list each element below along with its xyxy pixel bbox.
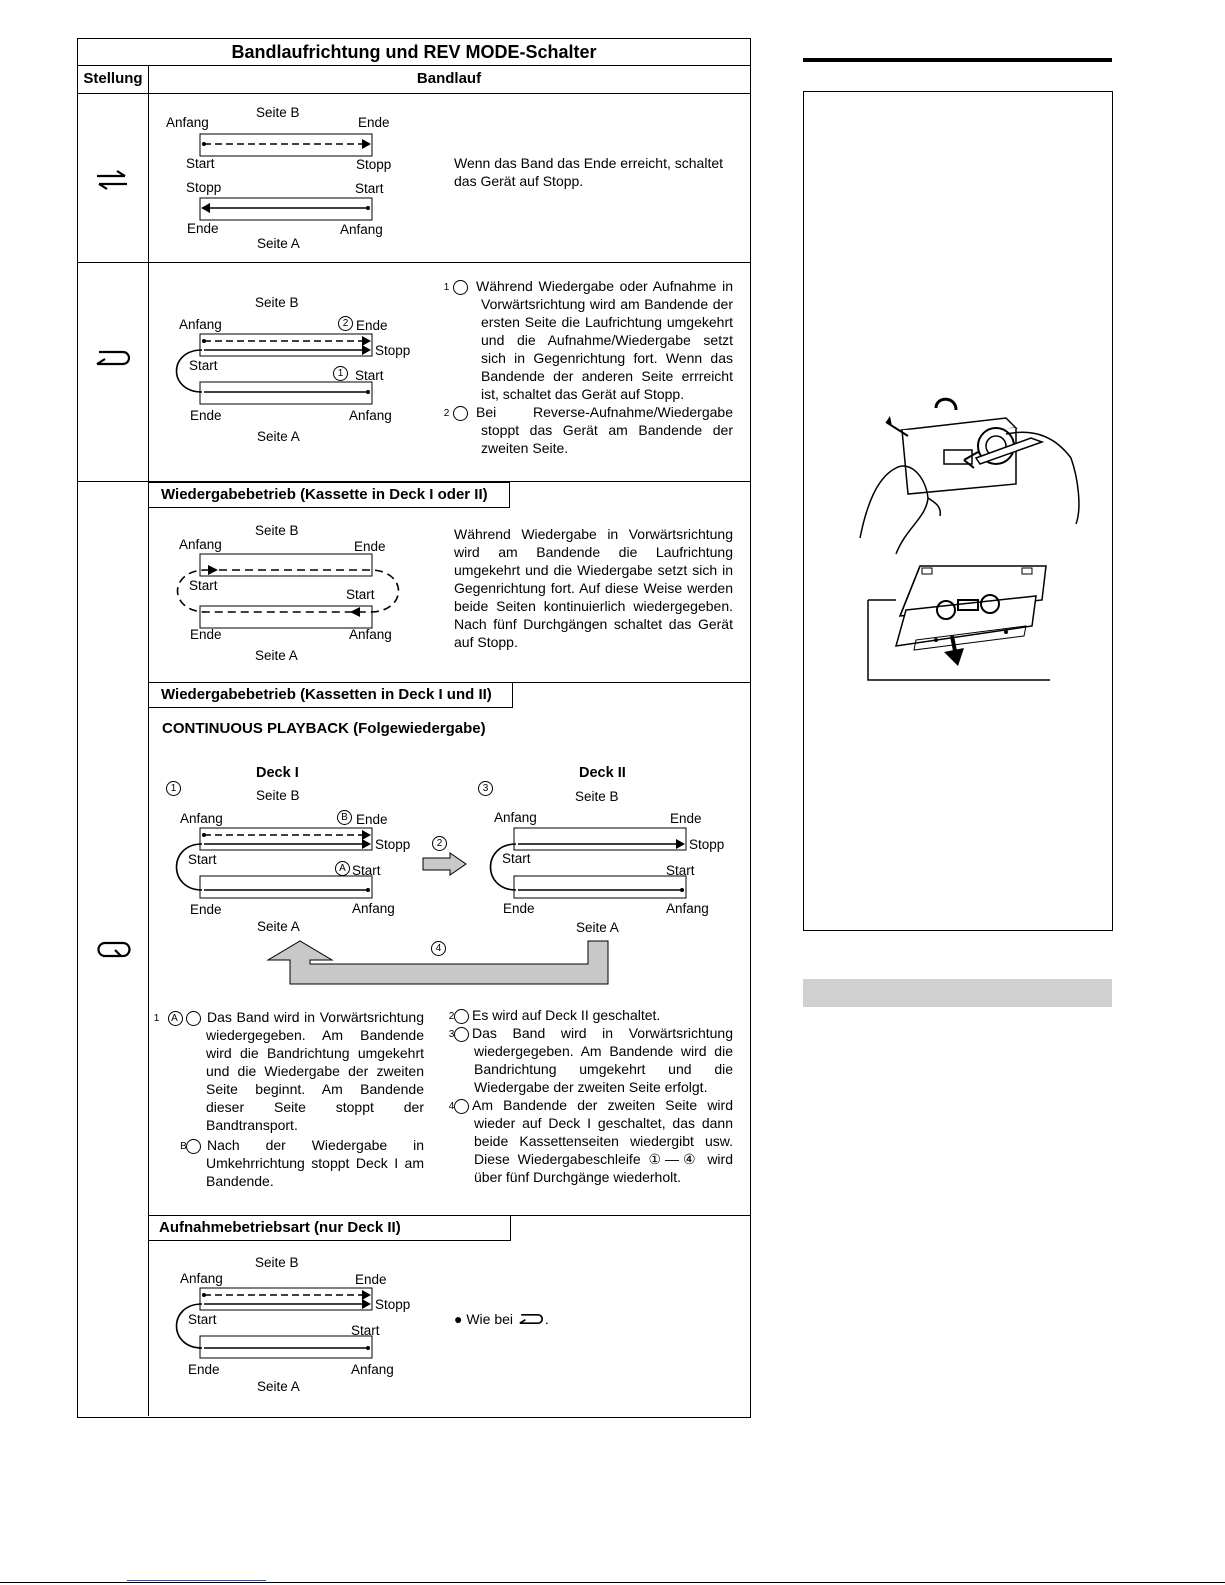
label-ende: Ende — [187, 221, 219, 236]
label-ende: Ende — [670, 811, 702, 826]
section-title-deck-i-or-ii: Wiedergabebetrieb (Kassette in Deck I oder II) — [149, 482, 510, 508]
row3-loop-diagram — [168, 552, 408, 632]
label-ende: Ende — [190, 902, 222, 917]
label-start: Start — [346, 587, 375, 602]
label-start: Start — [188, 1312, 217, 1327]
deck-i-label: Deck I — [256, 765, 299, 781]
label-start: Start — [188, 852, 217, 867]
label-ende: Ende — [355, 1272, 387, 1287]
footer-link-underline — [127, 1580, 266, 1581]
row2-description — [443, 277, 733, 457]
circled-4: 4 — [431, 941, 449, 956]
row3-sec1-description: Während Wiedergabe in Vorwärtsrichtung wird am Bandende die Laufrichtung umgekehrt und die Wiedergabe setzt sich in Gegenrichtung fort. Auf diese Weise werden beide Seiten kontinuierlich wiedergegeben. Nach fünf Durchgängen schaltet das Gerät auf Stopp. — [454, 526, 733, 650]
deck2-tape-diagram — [484, 826, 694, 906]
table-title-divider — [77, 65, 750, 66]
label-ende: Ende — [356, 318, 388, 333]
gray-heading-bar — [803, 979, 1112, 1007]
label-ende: Ende — [190, 408, 222, 423]
recording-note-period: . — [544, 1311, 549, 1327]
label-anfang: Anfang — [666, 901, 709, 916]
circled-2: 2 — [432, 836, 450, 851]
note-1A: 1 A Das Band wird in Vorwärtsrichtung wiedergegeben. Am Bandende wird die Bandrichtung umgekehrt und die Wiedergabe der zweiten Seite beginnt. Am Bandende dieser Seite stoppt der Bandtransport. — [153, 1009, 424, 1133]
label-seite-b: Seite B — [256, 788, 300, 803]
note-4: 4 Am Bandende der zweiten Seite wird wieder auf Deck I geschaltet, das dann beide Kassettenseiten wiedergibt usw. Diese Wiedergabeschleife ①—④ wird über fünf Durchgänge wiederholt. — [448, 1097, 733, 1185]
label-stopp: Stopp — [375, 1297, 411, 1312]
note-2: 2 Es wird auf Deck II geschaltet. — [448, 1007, 661, 1023]
note-B: B Nach der Wiedergabe in Umkehrrichtung stoppt Deck I am Bandende. — [180, 1137, 424, 1189]
label-seite-a: Seite A — [576, 920, 619, 935]
note-3: 3 Das Band wird in Vorwärtsrichtung wiedergegeben. Am Bandende wird die Bandrichtung umgekehrt und die Wiedergabe der zweiten Seite erfolgt. — [448, 1025, 733, 1095]
deck1-tape-diagram — [170, 826, 380, 906]
switch-arrow-icon — [422, 852, 468, 876]
label-ende: Ende — [503, 901, 535, 916]
label-stopp: Stopp — [356, 157, 392, 172]
label-seite-a: Seite A — [257, 429, 300, 444]
continuous-playback-title: CONTINUOUS PLAYBACK (Folgewiedergabe) — [162, 720, 486, 737]
label-seite-a: Seite A — [257, 236, 300, 251]
label-stopp: Stopp — [375, 837, 411, 852]
mode-reverse-icon — [95, 348, 131, 368]
label-seite-b: Seite B — [256, 105, 300, 120]
row1-description: Wenn das Band das Ende erreicht, schaltet das Gerät auf Stopp. — [454, 155, 724, 189]
label-seite-a: Seite A — [255, 648, 298, 663]
tape-slack-illustration — [856, 398, 1088, 554]
label-seite-a: Seite A — [257, 919, 300, 934]
label-anfang: Anfang — [179, 317, 222, 332]
row2-tape-diagram — [170, 332, 380, 412]
mode-continuous-icon — [95, 940, 133, 960]
label-start: Start — [351, 1323, 380, 1338]
header-divider — [77, 93, 750, 94]
label-ende: Ende — [354, 539, 386, 554]
notes-left — [153, 1008, 424, 1190]
recording-note-text: ● Wie bei — [454, 1311, 514, 1327]
notes-right — [448, 1006, 733, 1186]
footer-rule — [0, 1582, 1225, 1583]
label-start: Start — [186, 156, 215, 171]
row2-item1: 1 Während Wiedergabe oder Aufnahme in Vorwärtsrichtung wird am Bandende der ersten Seite die Laufrichtung umgekehrt und die Aufnahme/Wiedergabe setzt sich in Gegenrichtung fort. Wenn das Bandende der anderen Seite errreicht ist, schaltet das Gerät auf Stopp. — [443, 278, 733, 402]
circled-1: 1 — [333, 366, 351, 381]
circled-2: 2 — [338, 316, 356, 331]
col-header-bandlauf: Bandlauf — [416, 70, 482, 87]
cassette-insert-illustration — [866, 566, 1062, 684]
label-start: Start — [355, 368, 384, 383]
label-stopp: Stopp — [689, 837, 725, 852]
label-anfang: Anfang — [494, 810, 537, 825]
label-stopp: Stopp — [186, 180, 222, 195]
label-anfang: Anfang — [349, 627, 392, 642]
label-anfang: Anfang — [166, 115, 209, 130]
label-ende: Ende — [356, 812, 388, 827]
table-title: Bandlaufrichtung und REV MODE-Schalter — [231, 42, 597, 62]
label-start: Start — [355, 181, 384, 196]
label-anfang: Anfang — [352, 901, 395, 916]
label-anfang: Anfang — [351, 1362, 394, 1377]
label-seite-b: Seite B — [255, 1255, 299, 1270]
mode-reverse-icon — [517, 1312, 545, 1326]
circled-1: 1 — [166, 781, 184, 796]
circled-B: B — [337, 810, 355, 825]
top-rule — [803, 58, 1112, 62]
row2-item2: 2 Bei Reverse-Aufnahme/Wiedergabe stoppt das Gerät am Bandende der zweiten Seite. — [443, 404, 733, 456]
return-loop-arrow — [266, 940, 612, 988]
label-start: Start — [189, 358, 218, 373]
label-ende: Ende — [358, 115, 390, 130]
label-start: Start — [189, 578, 218, 593]
circled-A: A — [335, 861, 353, 876]
label-anfang: Anfang — [180, 811, 223, 826]
column-divider — [148, 66, 149, 1416]
label-start: Start — [502, 851, 531, 866]
col-header-stellung: Stellung — [83, 70, 143, 87]
label-seite-b: Seite B — [575, 789, 619, 804]
label-seite-a: Seite A — [257, 1379, 300, 1394]
recording-note — [454, 1311, 549, 1327]
row1-tape-diagram — [198, 132, 378, 224]
section-title-deck-i-and-ii: Wiedergabebetrieb (Kassetten in Deck I und II) — [149, 682, 513, 708]
circled-3: 3 — [478, 781, 496, 796]
label-stopp: Stopp — [375, 343, 411, 358]
label-anfang: Anfang — [340, 222, 383, 237]
mode-one-way-icon — [95, 170, 129, 190]
section-title-recording: Aufnahmebetriebsart (nur Deck II) — [149, 1215, 511, 1241]
label-ende: Ende — [190, 627, 222, 642]
label-seite-b: Seite B — [255, 295, 299, 310]
label-start: Start — [352, 863, 381, 878]
label-ende: Ende — [188, 1362, 220, 1377]
label-anfang: Anfang — [179, 537, 222, 552]
label-anfang: Anfang — [180, 1271, 223, 1286]
recording-tape-diagram — [170, 1286, 380, 1366]
label-seite-b: Seite B — [255, 523, 299, 538]
row-divider-1 — [77, 262, 750, 263]
label-anfang: Anfang — [349, 408, 392, 423]
deck-ii-label: Deck II — [579, 765, 626, 781]
label-start: Start — [666, 863, 695, 878]
